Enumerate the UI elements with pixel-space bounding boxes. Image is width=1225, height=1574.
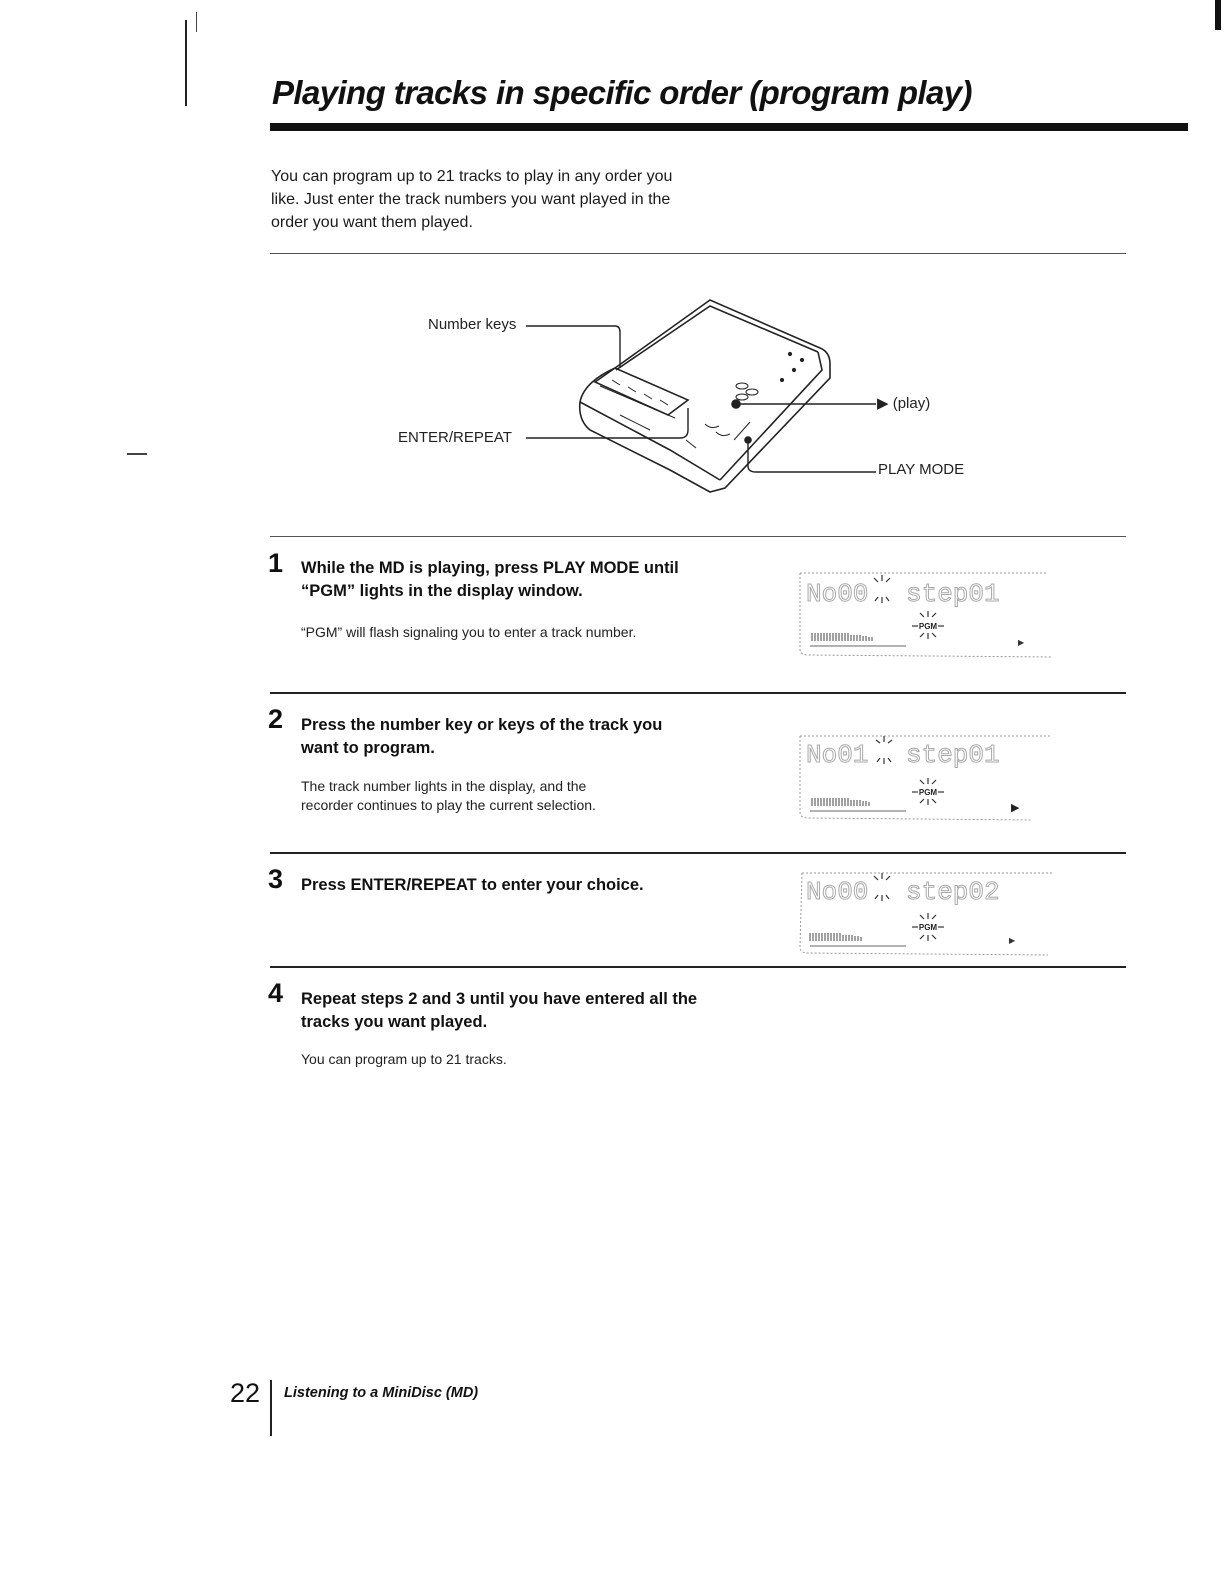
page-number: 22 [230,1378,261,1408]
divider [270,253,1126,254]
label-play: ▶ (play) [877,395,931,412]
play-indicator-icon: ▶ [1009,936,1016,945]
label-enter-repeat: ENTER/REPEAT [398,429,512,446]
step-description: The track number lights in the display, and the recorder continues to play the current selection. [301,778,596,813]
md-recorder-illustration [520,290,880,500]
lcd-track-readout: No01 [806,740,869,770]
step-description: “PGM” will flash signaling you to enter a track number. [301,624,637,640]
page-title: Playing tracks in specific order (program play) [272,74,972,111]
play-indicator-icon: ▶ [1018,638,1025,647]
label-number-keys: Number keys [428,316,517,333]
intro-paragraph: You can program up to 21 tracks to play in any order you like. Just enter the track numbers you want played in the order you want them played. [271,168,673,231]
step-heading: While the MD is playing, press PLAY MODE until “PGM” lights in the display window. [301,559,679,600]
divider [270,966,1126,968]
divider [270,692,1126,694]
play-indicator-icon: ▶ [1011,801,1020,814]
display-window [796,565,1056,660]
binding-mark [185,20,187,106]
lcd-track-readout: No00 [806,579,869,609]
step-number: 3 [268,864,284,894]
label-play-mode: PLAY MODE [878,461,965,478]
lcd-track-readout: No00 [806,877,869,907]
pgm-indicator: PGM [918,788,938,797]
title-rule [270,123,1188,131]
step-number: 1 [268,548,284,578]
pgm-indicator: PGM [918,923,938,932]
step-number: 4 [268,978,284,1008]
display-window [796,726,1056,821]
edge-mark [1215,0,1221,30]
divider [270,536,1126,537]
binding-mark [196,12,197,32]
section-title: Listening to a MiniDisc (MD) [284,1385,479,1401]
step-heading: Press ENTER/REPEAT to enter your choice. [301,876,644,894]
step-number: 2 [268,704,284,734]
edge-mark [127,453,147,455]
footer-divider [270,1380,272,1436]
step-heading: Press the number key or keys of the track you want to program. [301,716,663,757]
lcd-step-readout: step01 [906,740,1000,770]
step-description: You can program up to 21 tracks. [301,1051,507,1067]
lcd-step-readout: step01 [906,579,1000,609]
divider [270,852,1126,854]
display-window [796,863,1056,958]
lcd-step-readout: step02 [906,877,1000,907]
step-heading: Repeat steps 2 and 3 until you have entered all the tracks you want played. [301,990,698,1031]
pgm-indicator: PGM [918,622,938,631]
